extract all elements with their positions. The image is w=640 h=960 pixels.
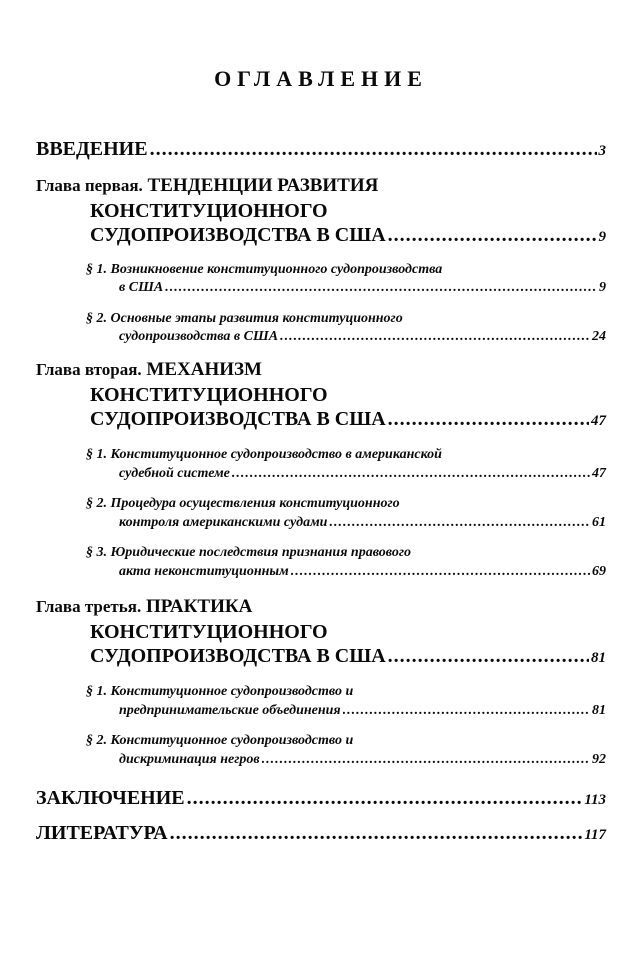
section-number: § 2.	[86, 733, 107, 748]
leader-dots	[280, 329, 590, 345]
leader-dots	[232, 466, 590, 482]
leader-dots	[388, 408, 589, 431]
chapter-label: Глава первая.	[36, 176, 143, 195]
page-number: 47	[592, 466, 606, 481]
section-title: Основные этапы развития конституционного	[110, 311, 403, 326]
chapter-1-title-line-2: КОНСТИТУЦИОННОГО	[90, 200, 328, 222]
page-number: 92	[592, 752, 606, 767]
section-title: Процедура осуществления конституционного	[110, 496, 400, 511]
chapter-3-section-2-cont[interactable]	[119, 752, 606, 768]
chapter-1-section-1[interactable]	[86, 262, 442, 278]
entry-title: СУДОПРОИЗВОДСТВА В США	[90, 408, 386, 430]
chapter-title-line: ПРАКТИКА	[145, 596, 253, 617]
toc-entry-conclusion[interactable]	[36, 787, 606, 810]
chapter-1-section-1-cont[interactable]	[119, 280, 606, 296]
chapter-3-title-line-3[interactable]	[90, 645, 606, 668]
section-number: § 1.	[86, 262, 107, 277]
section-title-cont: акта неконституционным	[119, 564, 289, 579]
chapter-title-line: МЕХАНИЗМ	[146, 359, 262, 380]
entry-title: СУДОПРОИЗВОДСТВА В США	[90, 224, 386, 246]
chapter-3-heading[interactable]	[36, 596, 252, 618]
chapter-3-section-1[interactable]	[86, 684, 353, 700]
page-number: 81	[592, 703, 606, 718]
section-number: § 2.	[86, 311, 107, 326]
chapter-2-section-3[interactable]	[86, 545, 411, 561]
page-number: 61	[592, 515, 606, 530]
entry-title: ЗАКЛЮЧЕНИЕ	[36, 787, 185, 809]
chapter-2-section-2-cont[interactable]	[119, 515, 606, 531]
section-title: Юридические последствия признания правового	[110, 545, 412, 560]
chapter-3-section-1-cont[interactable]	[119, 703, 606, 719]
section-title-cont: предпринимательские объединения	[119, 703, 341, 718]
entry-title: СУДОПРОИЗВОДСТВА В США	[90, 645, 386, 667]
chapter-1-section-2[interactable]	[86, 311, 403, 327]
leader-dots	[170, 822, 583, 845]
leader-dots	[291, 564, 590, 580]
chapter-2-section-1[interactable]	[86, 447, 442, 463]
page-number: 9	[599, 280, 606, 295]
section-number: § 1.	[86, 447, 107, 462]
section-title: Конституционное судопроизводство в американской	[110, 447, 442, 462]
chapter-label: Глава третья.	[36, 597, 142, 616]
leader-dots	[388, 645, 589, 668]
toc-heading: ОГЛАВЛЕНИЕ	[214, 66, 428, 91]
section-title-cont: судопроизводства в США	[119, 329, 279, 344]
section-title-cont: дискриминация негров	[119, 752, 260, 767]
section-number: § 3.	[86, 545, 107, 560]
chapter-2-section-3-cont[interactable]	[119, 564, 606, 580]
entry-title: ЛИТЕРАТУРА	[36, 822, 168, 844]
chapter-2-section-1-cont[interactable]	[119, 466, 606, 482]
toc-entry-literature[interactable]	[36, 822, 606, 845]
page-number: 69	[592, 564, 606, 579]
page-number: 113	[584, 792, 606, 808]
section-number: § 2.	[86, 496, 107, 511]
section-title: Конституционное судопроизводство и	[110, 684, 354, 699]
page-number: 3	[598, 143, 606, 159]
section-title: Конституционное судопроизводство и	[110, 733, 354, 748]
chapter-label: Глава вторая.	[36, 360, 142, 379]
toc-entry-introduction[interactable]	[36, 138, 606, 161]
chapter-3-title-line-2: КОНСТИТУЦИОННОГО	[90, 621, 328, 643]
section-title-cont: в США	[119, 280, 164, 295]
page-number: 117	[584, 827, 606, 843]
section-title-cont: судебной системе	[119, 466, 230, 481]
chapter-1-heading[interactable]	[36, 175, 378, 197]
entry-title: ВВЕДЕНИЕ	[36, 138, 148, 160]
leader-dots	[388, 224, 597, 247]
leader-dots	[343, 703, 590, 719]
chapter-2-title-line-2: КОНСТИТУЦИОННОГО	[90, 384, 328, 406]
section-number: § 1.	[86, 684, 107, 699]
section-title: Возникновение конституционного судопроизводства	[110, 262, 443, 277]
leader-dots	[329, 515, 590, 531]
page-number: 9	[598, 229, 606, 245]
chapter-2-title-line-3[interactable]	[90, 408, 606, 431]
chapter-1-title-line-3[interactable]	[90, 224, 606, 247]
chapter-2-heading[interactable]	[36, 359, 262, 381]
chapter-title-line: ТЕНДЕНЦИИ РАЗВИТИЯ	[147, 175, 379, 196]
page-number: 81	[591, 650, 606, 666]
leader-dots	[262, 752, 590, 768]
chapter-1-section-2-cont[interactable]	[119, 329, 606, 345]
leader-dots	[187, 787, 583, 810]
chapter-3-section-2[interactable]	[86, 733, 353, 749]
section-title-cont: контроля американскими судами	[119, 515, 328, 530]
leader-dots	[165, 280, 597, 296]
chapter-2-section-2[interactable]	[86, 496, 400, 512]
leader-dots	[150, 138, 597, 161]
page-number: 24	[592, 329, 606, 344]
page-number: 47	[591, 413, 606, 429]
